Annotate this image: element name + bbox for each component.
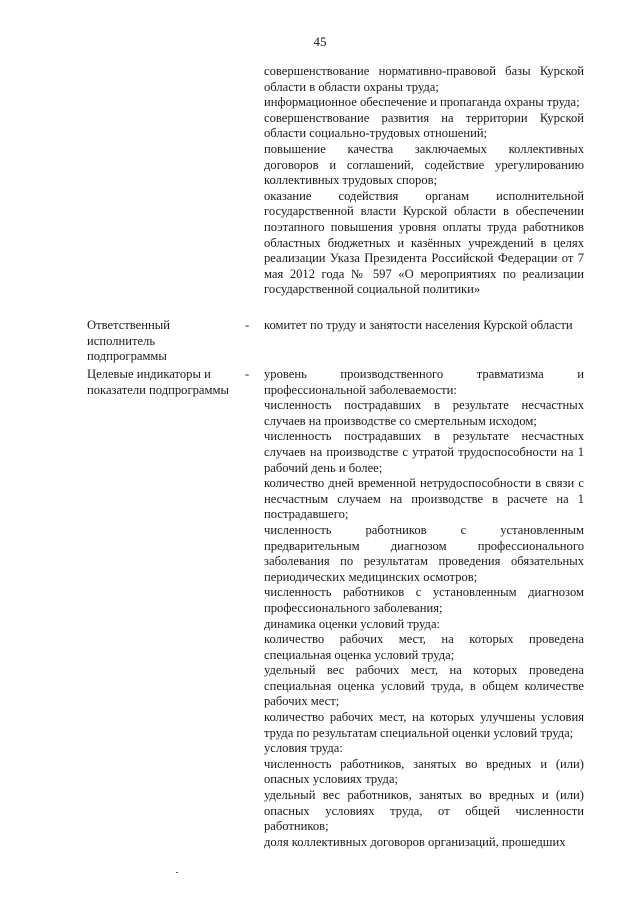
indicator-item: удельный вес рабочих мест, на которых проведена специальная оценка условий труда, в общем количестве рабочих мест; (264, 663, 584, 709)
indicator-item: динамика оценки условий труда: (264, 616, 441, 631)
indicator-item: численность работников, занятых во вредных и (или) опасных условиях труда; (264, 756, 584, 787)
page-number: 45 (313, 34, 327, 49)
indicator-item: количество рабочих мест, на которых улучшены условия труда по результатам специальной оценки условий труда; (264, 710, 584, 740)
indicator-item: уровень производственного травматизма и профессиональной заболеваемости: (264, 367, 584, 397)
indicators-dash: - (245, 367, 250, 381)
goal-item: совершенствование развития на территории Курской области социально-трудовых отношений; (264, 110, 584, 141)
responsible-value: комитет по труду и занятости населения Курской области (264, 318, 573, 332)
indicator-item: численность работников с установленным диагнозом профессионального заболевания; (264, 585, 584, 615)
indicator-item: численность работников с установленным предварительным диагнозом профессионального заболевания по результатам проведения обязательных периодических медицинских осмотров; (264, 522, 584, 584)
goal-item: оказание содействия органам исполнительной государственной власти Курской области в обеспечении поэтапного повышения уровня оплаты труда работников областных бюджетных и казённых учреждений в целях реализации Указа Президента Российской Федерации от 7 мая 2012 года № 597 «О мероприятиях по реализации государственной социальной политики» (264, 188, 584, 297)
indicator-item: количество дней временной нетрудоспособности в связи с несчастным случаем на производстве в расчете на 1 пострадавшего; (264, 476, 584, 522)
indicators-label: Целевые индикаторы и показатели подпрограммы (87, 367, 229, 397)
indicator-item: численность пострадавших в результате несчастных случаев на производстве с утратой трудоспособности на 1 рабочий день и более; (264, 429, 584, 475)
goal-item: повышение качества заключаемых коллективных договоров и соглашений, содействие урегулированию коллективных трудовых споров; (264, 141, 584, 188)
responsible-label: Ответственный исполнитель подпрограммы (87, 318, 170, 364)
goals-list (264, 64, 584, 298)
goal-item: информационное обеспечение и пропаганда охраны труда; (264, 95, 580, 110)
indicator-item: условия труда: (264, 741, 343, 756)
indicator-item: численность пострадавших в результате несчастных случаев на производстве со смертельным исходом; (264, 398, 584, 428)
indicator-item: доля коллективных договоров организаций, прошедших (264, 834, 566, 849)
indicator-item: удельный вес работников, занятых во вредных и (или) опасных условиях труда, от общей численности работников; (264, 788, 584, 834)
indicators-list (264, 367, 584, 850)
indicator-item: количество рабочих мест, на которых проведена специальная оценка условий труда; (264, 632, 584, 662)
scan-speck (176, 872, 178, 873)
goal-item: совершенствование нормативно-правовой базы Курской области в области охраны труда; (264, 64, 584, 94)
responsible-dash: - (245, 318, 250, 332)
